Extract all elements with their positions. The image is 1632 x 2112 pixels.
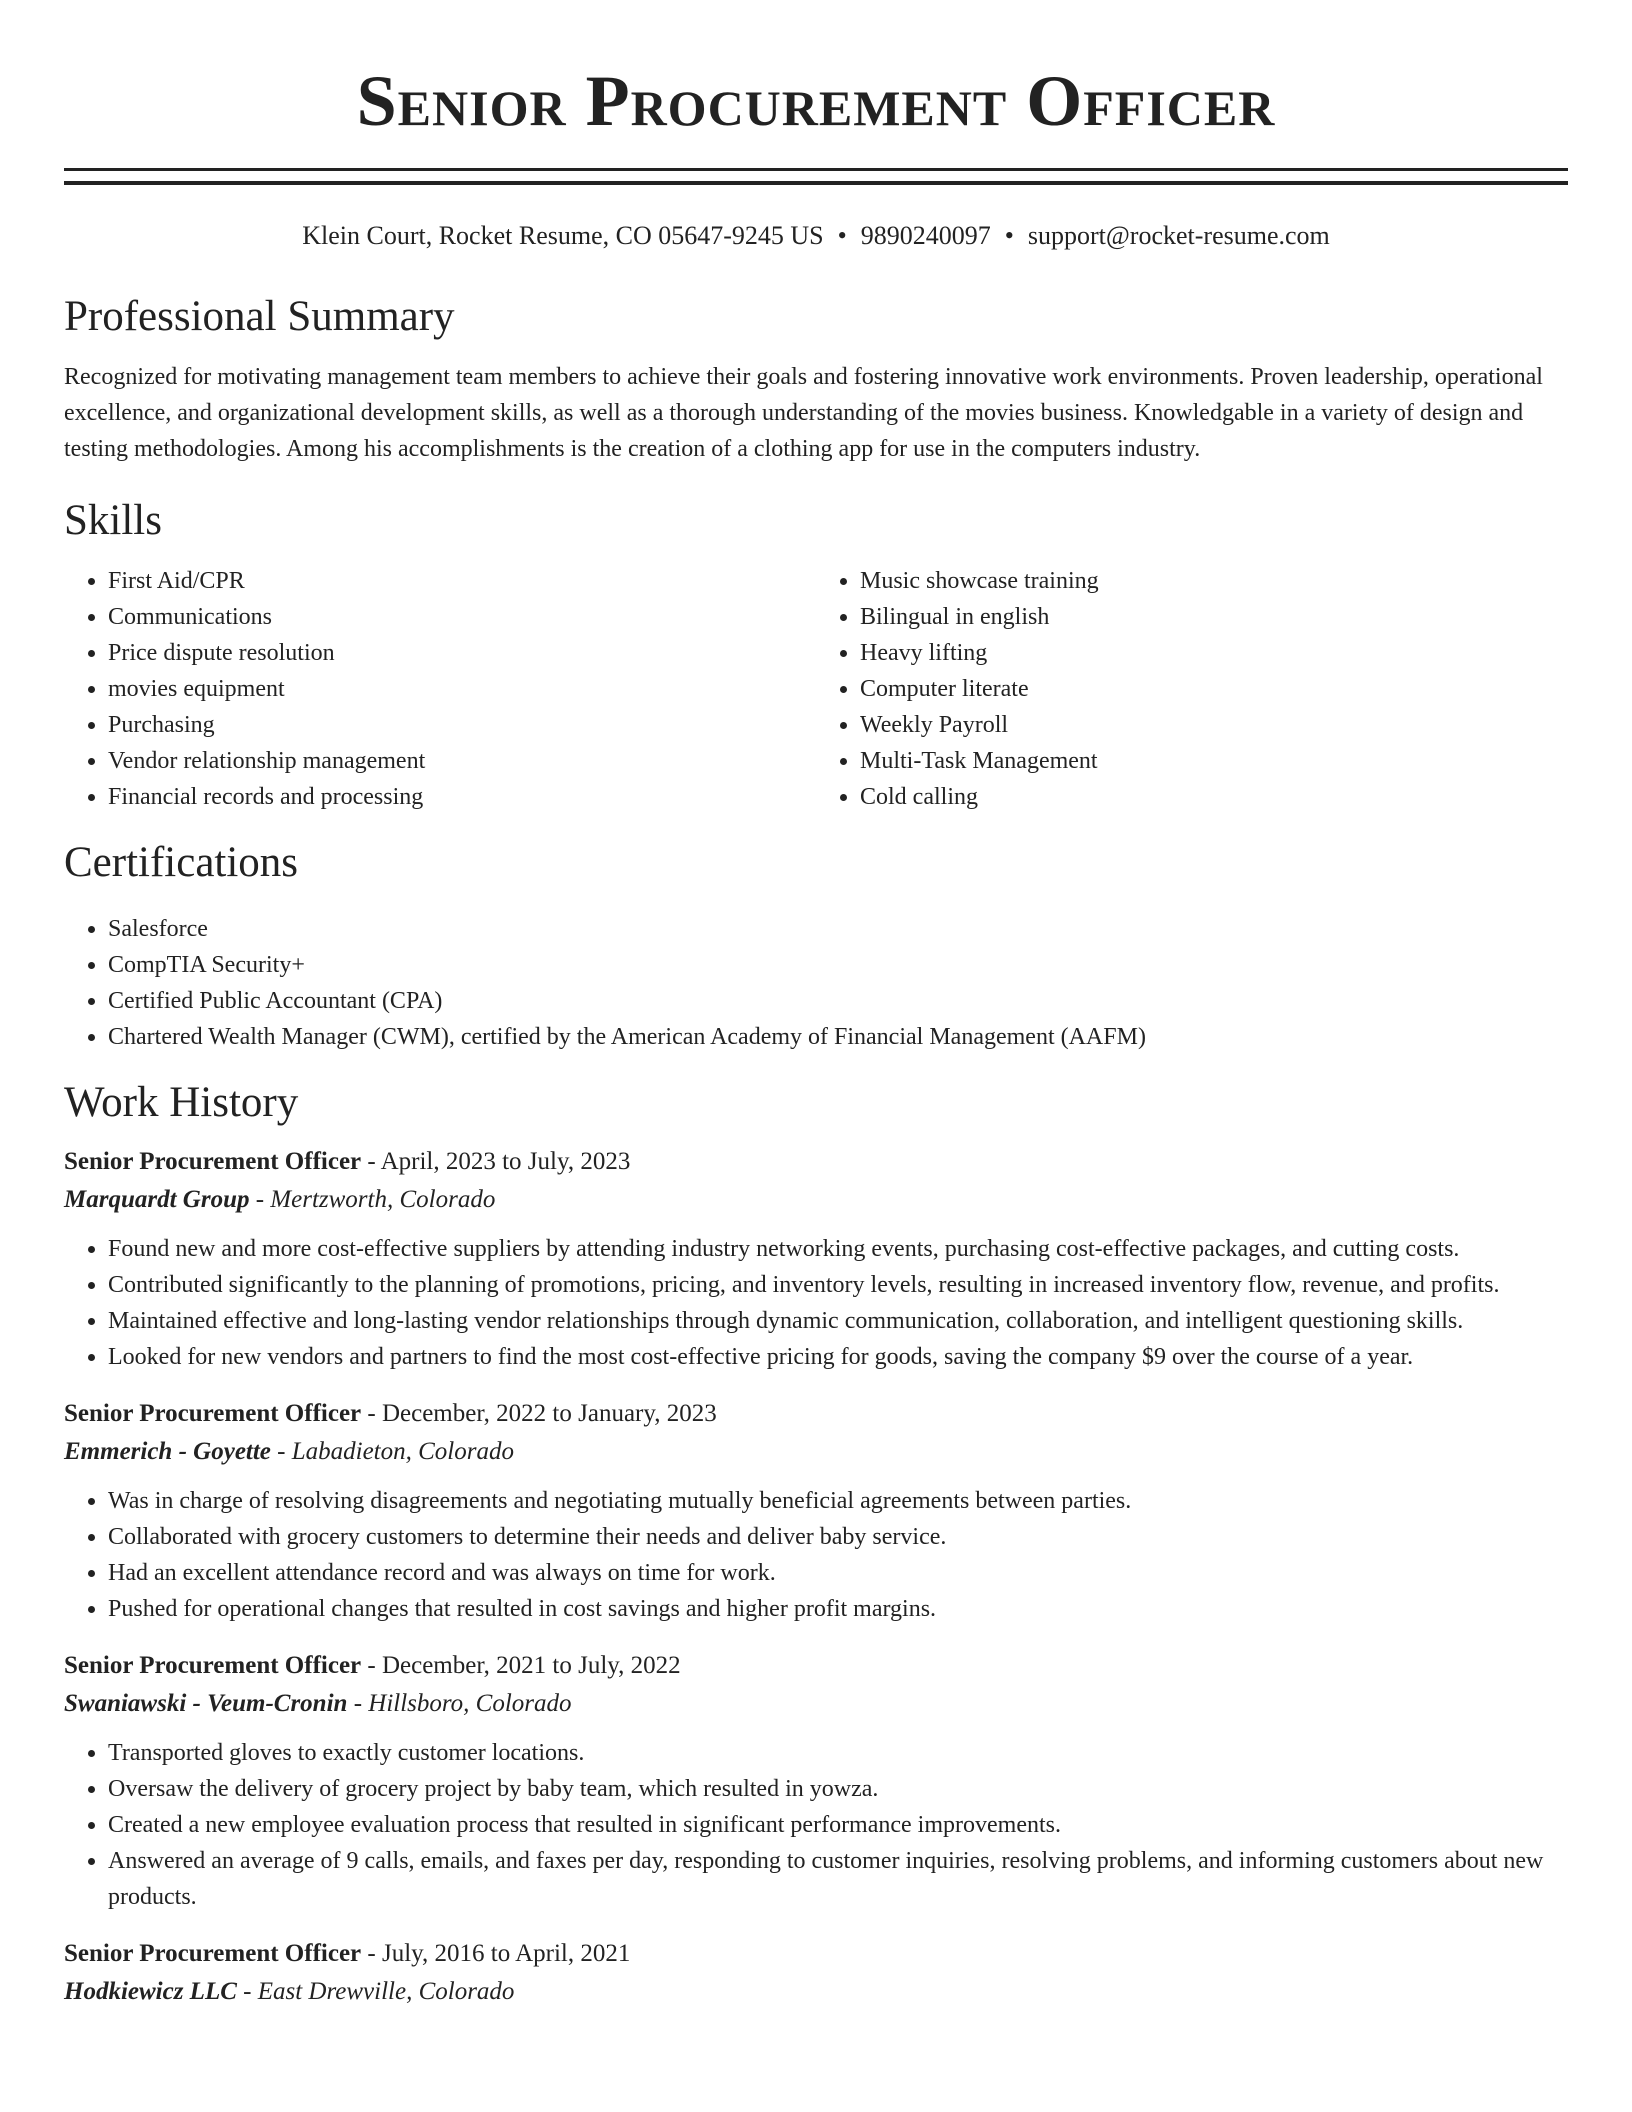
job-role: Senior Procurement Officer (64, 1940, 362, 1967)
job-bullet: • Was in charge of resolving disagreements and negotiating mutually beneficial agreements between parties. (108, 1483, 1568, 1519)
job-dates: - December, 2021 to July, 2022 (361, 1652, 681, 1679)
skill-item: • Heavy lifting (860, 635, 1568, 671)
job-company: Emmerich - Goyette (64, 1438, 271, 1465)
skill-item: • Multi-Task Management (860, 743, 1568, 779)
job-bullet: • Found new and more cost-effective suppliers by attending industry networking events, purchasing cost-effective packages, and cutting costs. (108, 1231, 1568, 1267)
skills-heading: Skills (64, 497, 162, 544)
skill-item: • Financial records and processing (108, 779, 816, 815)
job-bullet: • Contributed significantly to the planning of promotions, pricing, and inventory levels, resulting in increased inventory flow, revenue, and profits. (108, 1267, 1568, 1303)
job-title-line (64, 1395, 1568, 1433)
contact-separator: • (1004, 221, 1014, 250)
job-entry (64, 1143, 1568, 1375)
skill-item: • Purchasing (108, 707, 816, 743)
job-title-line (64, 1647, 1568, 1685)
title-divider (64, 168, 1568, 185)
job-bullet: • Pushed for operational changes that resulted in cost savings and higher profit margins. (108, 1591, 1568, 1627)
resume-title: Senior Procurement Officer (356, 61, 1276, 141)
skill-item: • movies equipment (108, 671, 816, 707)
job-bullets (64, 1231, 1568, 1375)
summary-heading: Professional Summary (64, 293, 455, 340)
job-entry (64, 1395, 1568, 1627)
job-role: Senior Procurement Officer (64, 1652, 362, 1679)
certification-item: • CompTIA Security+ (108, 947, 1568, 983)
skill-item: • Computer literate (860, 671, 1568, 707)
skill-item: • First Aid/CPR (108, 563, 816, 599)
contact-address: Klein Court, Rocket Resume, CO 05647-9245 US (302, 221, 824, 250)
job-company: Hodkiewicz LLC (64, 1978, 237, 2005)
skill-item: • Vendor relationship management (108, 743, 816, 779)
certification-item: • Salesforce (108, 911, 1568, 947)
job-bullet: • Maintained effective and long-lasting vendor relationships through dynamic communication, collaboration, and intelligent questioning skills. (108, 1303, 1568, 1339)
job-dates: - July, 2016 to April, 2021 (361, 1940, 631, 1967)
job-company: Swaniawski - Veum-Cronin (64, 1690, 348, 1717)
job-bullet: • Answered an average of 9 calls, emails, and faxes per day, responding to customer inquiries, resolving problems, and informing customers about new products. (108, 1843, 1568, 1915)
skills-list-right (816, 563, 1568, 815)
contact-email: support@rocket-resume.com (1027, 221, 1330, 250)
skills-list-left (64, 563, 816, 815)
certifications-heading: Certifications (64, 839, 299, 886)
job-location: - Hillsboro, Colorado (347, 1690, 572, 1717)
contact-phone: 9890240097 (860, 221, 991, 250)
skill-item: • Price dispute resolution (108, 635, 816, 671)
certification-item: • Chartered Wealth Manager (CWM), certified by the American Academy of Financial Management (AAFM) (108, 1019, 1568, 1055)
job-company-line (64, 1433, 1568, 1471)
job-company: Marquardt Group (64, 1186, 250, 1213)
job-title-line (64, 1143, 1568, 1181)
job-title-line (64, 1935, 1568, 1973)
job-location: - Labadieton, Colorado (270, 1438, 514, 1465)
job-bullet: • Oversaw the delivery of grocery project by baby team, which resulted in yowza. (108, 1771, 1568, 1807)
job-dates: - April, 2023 to July, 2023 (361, 1148, 631, 1175)
job-entry (64, 1935, 1568, 2011)
job-bullet: • Created a new employee evaluation process that resulted in significant performance improvements. (108, 1807, 1568, 1843)
job-bullets (64, 1735, 1568, 1915)
job-bullet: • Collaborated with grocery customers to determine their needs and deliver baby service. (108, 1519, 1568, 1555)
job-location: - East Drewville, Colorado (236, 1978, 515, 2005)
job-location: - Mertzworth, Colorado (249, 1186, 496, 1213)
job-bullets (64, 1483, 1568, 1627)
skill-item: • Cold calling (860, 779, 1568, 815)
summary-text: Recognized for motivating management team members to achieve their goals and fostering innovative work environments. Proven leadership, operational excellence, and organizational development skills, as well as a thorough understanding of the movies business. Knowledgable in a variety of design and testing methodologies. Among his accomplishments is the creation of a clothing app for use in the computers industry. (64, 364, 1543, 462)
job-role: Senior Procurement Officer (64, 1148, 362, 1175)
job-bullet: • Had an excellent attendance record and was always on time for work. (108, 1555, 1568, 1591)
contact-separator: • (837, 221, 847, 250)
certification-item: • Certified Public Accountant (CPA) (108, 983, 1568, 1019)
job-company-line (64, 1685, 1568, 1723)
skill-item: • Communications (108, 599, 816, 635)
skills-columns (64, 563, 1568, 815)
job-bullet: • Looked for new vendors and partners to find the most cost-effective pricing for goods, saving the company $9 over the course of a year. (108, 1339, 1568, 1375)
skill-item: • Bilingual in english (860, 599, 1568, 635)
skill-item: • Music showcase training (860, 563, 1568, 599)
job-company-line (64, 1973, 1568, 2011)
job-company-line (64, 1181, 1568, 1219)
job-dates: - December, 2022 to January, 2023 (361, 1400, 717, 1427)
job-entry (64, 1647, 1568, 1915)
job-bullet: • Transported gloves to exactly customer locations. (108, 1735, 1568, 1771)
certifications-list (64, 911, 1568, 1055)
contact-line (64, 219, 1568, 253)
work-history-heading: Work History (64, 1079, 299, 1126)
job-role: Senior Procurement Officer (64, 1400, 362, 1427)
skill-item: • Weekly Payroll (860, 707, 1568, 743)
